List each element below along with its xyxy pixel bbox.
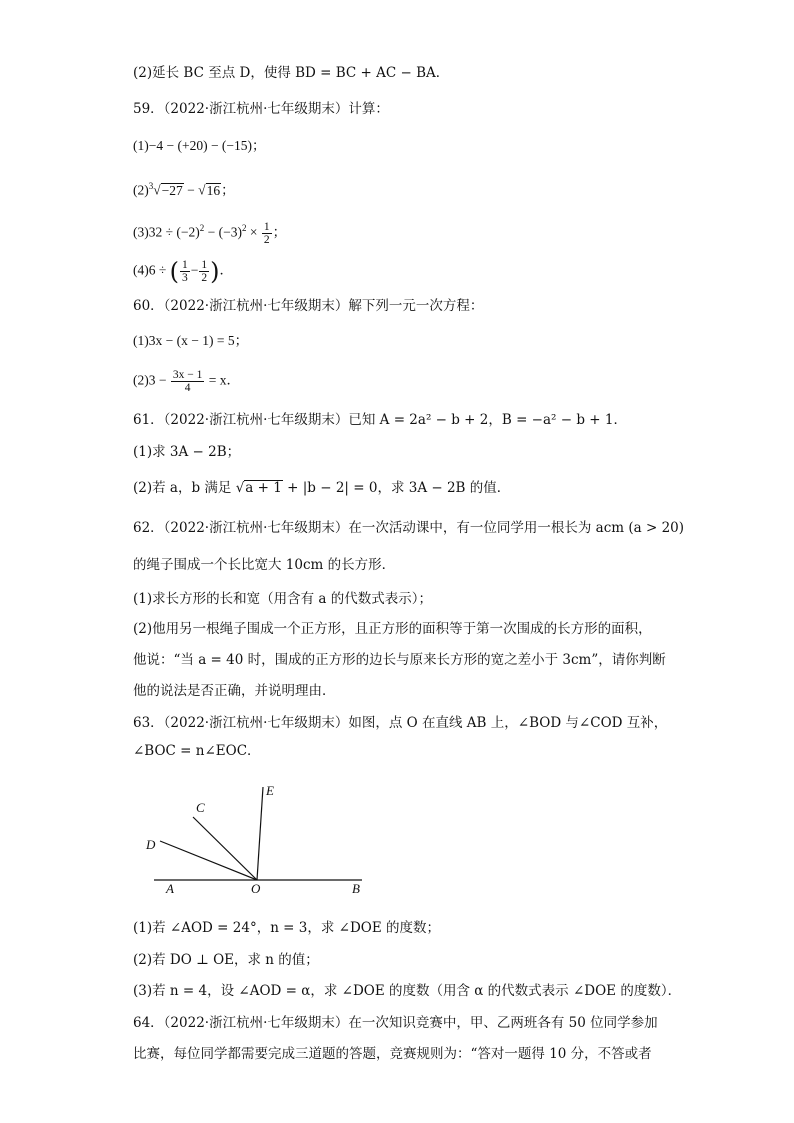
fraction: $\frac{1}{3}$ [182, 259, 188, 284]
cube-root-radicand: −27 [161, 182, 183, 198]
fraction: $\frac{1}{2}$ [263, 220, 270, 246]
q59-part3-suffix: ； [272, 224, 287, 240]
q61-part2-prefix: (2)若 a，b 满足 [133, 480, 236, 496]
q59-part3-prefix: (3)32 ÷ (−2) [133, 224, 200, 240]
angle-figure [140, 775, 380, 900]
minus-sign: − [183, 182, 199, 198]
q62-title-line1: 62．（2022·浙江杭州·七年级期末）在一次活动课中，有一位同学用一根长为 acm (a > 20) [133, 520, 685, 536]
square-root-radicand: 16 [206, 182, 221, 198]
times-sign: × [246, 224, 261, 240]
q59-part4: (4)6 ÷ ( $\frac{1}{3}$ − $\frac{1}{2}$ )． [133, 257, 234, 286]
q58-part2: (2)延长 BC 至点 D，使得 BD = BC + AC − BA． [133, 65, 450, 81]
q62-part2-line2: 他说：“当 a = 40 时，围成的正方形的边长与原来长方形的宽之差小于 3cm”，请你判断 [133, 652, 666, 668]
q61-part2-suffix: + |b − 2| = 0，求 3A − 2B 的值． [282, 480, 511, 496]
square-root-radicand: a + 1 [245, 480, 282, 496]
q62-part2-line3: 他的说法是否正确，并说明理由． [133, 683, 336, 699]
q59-part2-prefix: (2) [133, 182, 149, 198]
q62-part1: (1)求长方形的长和宽（用含有 a 的代数式表示）； [133, 591, 433, 607]
q62-part2-line1: (2)他用另一根绳子围成一个正方形，且正方形的面积等于第一次围成的长方形的面积， [133, 621, 652, 637]
label-a: A [166, 881, 174, 896]
fraction: $\frac{1}{2}$ [201, 259, 208, 284]
q63-part2: (2)若 DO ⊥ OE，求 n 的值； [133, 952, 319, 968]
q59-part2-suffix: ； [221, 182, 235, 198]
q62-title-line2: 的绳子围成一个长比宽大 10cm 的长方形． [133, 557, 396, 573]
q59-part3-mid: − (−3) [204, 224, 242, 240]
q63-part3: (3)若 n = 4，设 ∠AOD = α，求 ∠DOE 的度数（用含 α 的代数式表示 ∠DOE 的度数）． [133, 983, 682, 999]
q60-part2-suffix: = x． [205, 372, 240, 388]
ray-oc [193, 817, 257, 880]
label-b: B [352, 881, 360, 896]
q60-part2-prefix: (2)3 − [133, 372, 170, 388]
cube-root-index: 3 [148, 181, 154, 191]
fraction: $\frac{3x - 1}{4}$ [172, 369, 203, 394]
minus-sign: − [190, 262, 199, 278]
q59-part2: $(2)^3√-27 - √16$； [133, 181, 235, 198]
q61-part1: (1)求 3A − 2B； [133, 444, 241, 460]
q60-title: 60．（2022·浙江杭州·七年级期末）解下列一元一次方程： [133, 298, 484, 314]
ray-od [160, 841, 257, 880]
q64-title-line1: 64．（2022·浙江杭州·七年级期末）在一次知识竞赛中，甲、乙两班各有 50 位同学参加 [133, 1015, 658, 1031]
q59-part4-prefix: (4)6 ÷ [133, 262, 170, 278]
q63-title-line1: 63．（2022·浙江杭州·七年级期末）如图，点 O 在直线 AB 上，∠BOD 与∠COD 互补， [133, 715, 668, 731]
q59-part4-suffix: ． [219, 262, 234, 278]
q60-part1: (1)3x − (x − 1) = 5； [133, 333, 249, 348]
q63-part1: (1)若 ∠AOD = 24°，n = 3，求 ∠DOE 的度数； [133, 920, 441, 936]
label-c: C [196, 800, 205, 815]
exponent: 2 [241, 223, 247, 233]
q60-part2 [133, 369, 240, 394]
exponent: 2 [199, 223, 205, 233]
label-o: O [251, 881, 261, 896]
label-d: D [146, 837, 156, 852]
q61-title: 61．（2022·浙江杭州·七年级期末）已知 A = 2a² − b + 2，B = −a² − b + 1． [133, 412, 627, 428]
q61-part2: (2)若 a，b 满足 √a + 1 + |b − 2| = 0，求 3A − 2B 的值． [133, 480, 511, 496]
q59-part3 [133, 218, 286, 246]
q59-title: 59．（2022·浙江杭州·七年级期末）计算： [133, 101, 389, 117]
q63-title-line2: ∠BOC = n∠EOC． [133, 743, 261, 759]
ray-oe [257, 787, 263, 880]
q59-part1: (1)−4 − (+20) − (−15)； [133, 138, 266, 153]
q64-title-line2: 比赛，每位同学都需要完成三道题的答题，竞赛规则为：“答对一题得 10 分，不答或者 [133, 1046, 652, 1062]
label-e: E [266, 783, 274, 798]
